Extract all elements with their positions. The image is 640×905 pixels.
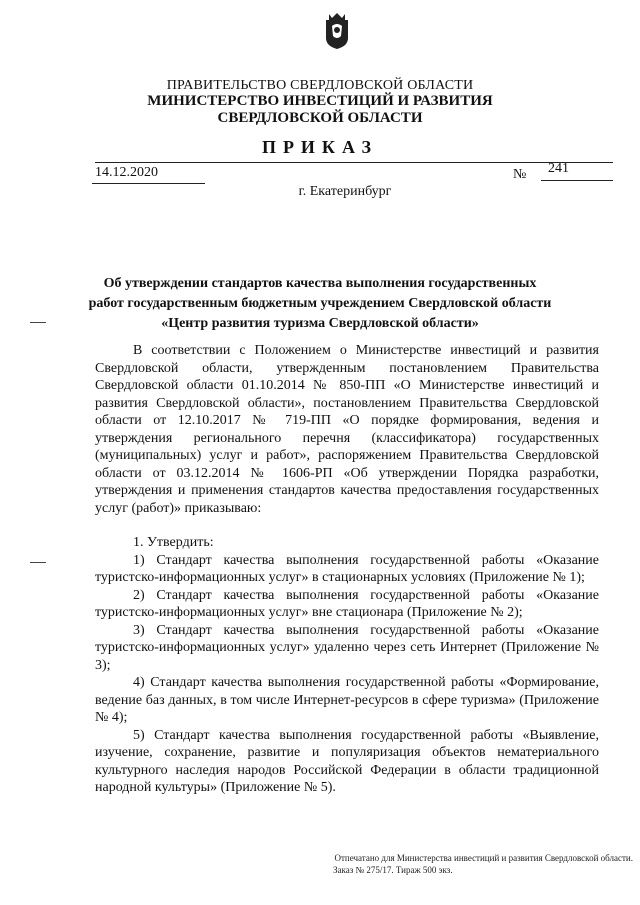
coat-of-arms-icon (323, 12, 351, 50)
number-sign: № (513, 167, 527, 182)
order-number: 241 (548, 161, 569, 176)
number-underline (541, 180, 613, 181)
header-divider (95, 162, 613, 163)
title-line-1: Об утверждении стандартов качества выполнения государственных (103, 276, 537, 291)
city: г. Екатеринбург (298, 184, 392, 199)
title-line-2: работ государственным бюджетным учреждением Свердловской области (88, 296, 552, 311)
list-item: 1) Стандарт качества выполнения государственной работы «Оказание туристско-информационных услуг» в стационарных условиях (Приложение № 1); (95, 552, 599, 585)
imprint-line-1: Отпечатано для Министерства инвестиций и развития Свердловской области. (334, 853, 633, 863)
order-body (95, 342, 599, 797)
margin-mark (30, 562, 46, 563)
print-imprint (333, 852, 633, 876)
list-item: 4) Стандарт качества выполнения государственной работы «Формирование, ведение баз данных, в том числе Интернет-ресурсов в сфере туризма» (Приложение № 4); (95, 675, 599, 725)
order-title (0, 274, 640, 334)
list-item: 5) Стандарт качества выполнения государственной работы «Выявление, изучение, сохранение, развитие и популяризация объектов нематериального культурного наследия народов Российской Федерации в области традиционной народной культуры» (Приложение № 5). (95, 727, 599, 795)
margin-mark (30, 322, 46, 323)
government-name: ПРАВИТЕЛЬСТВО СВЕРДЛОВСКОЙ ОБЛАСТИ (166, 78, 474, 93)
imprint-line-2: Заказ № 275/17. Тираж 500 экз. (333, 865, 453, 875)
title-line-3: «Центр развития туризма Свердловской области» (161, 316, 479, 331)
preamble-paragraph: В соответствии с Положением о Министерстве инвестиций и развития Свердловской области, утвержденным постановлением Правительства Свердловской области 01.10.2014 № 850-ПП «О Министерстве инвестиций и развития Свердловской области», постановлением Правительства Свердловской области от 12.10.2017 № 719-ПП «О порядке формирования, ведения и утверждения регионального перечня (классификатора) государственных (муниципальных) услуг и работ», распоряжением Правительства Свердловской области от 03.12.2014 № 1606-РП «Об утверждении Порядка разработки, утверждения и применения стандартов качества предоставления государственных услуг (работ)» приказываю: (95, 343, 599, 516)
ministry-name-line2: СВЕРДЛОВСКОЙ ОБЛАСТИ (217, 110, 423, 126)
document-type: ПРИКАЗ (261, 137, 379, 157)
order-date: 14.12.2020 (95, 165, 158, 180)
list-item: 3) Стандарт качества выполнения государственной работы «Оказание туристско-информационных услуг» удаленно через сеть Интернет (Приложение № 3); (95, 622, 599, 673)
list-item: 2) Стандарт качества выполнения государственной работы «Оказание туристско-информационных услуг» вне стационара (Приложение № 2); (95, 587, 599, 620)
item1-heading: 1. Утвердить: (133, 535, 214, 550)
ministry-name-line1: МИНИСТЕРСТВО ИНВЕСТИЦИЙ И РАЗВИТИЯ (147, 93, 493, 109)
